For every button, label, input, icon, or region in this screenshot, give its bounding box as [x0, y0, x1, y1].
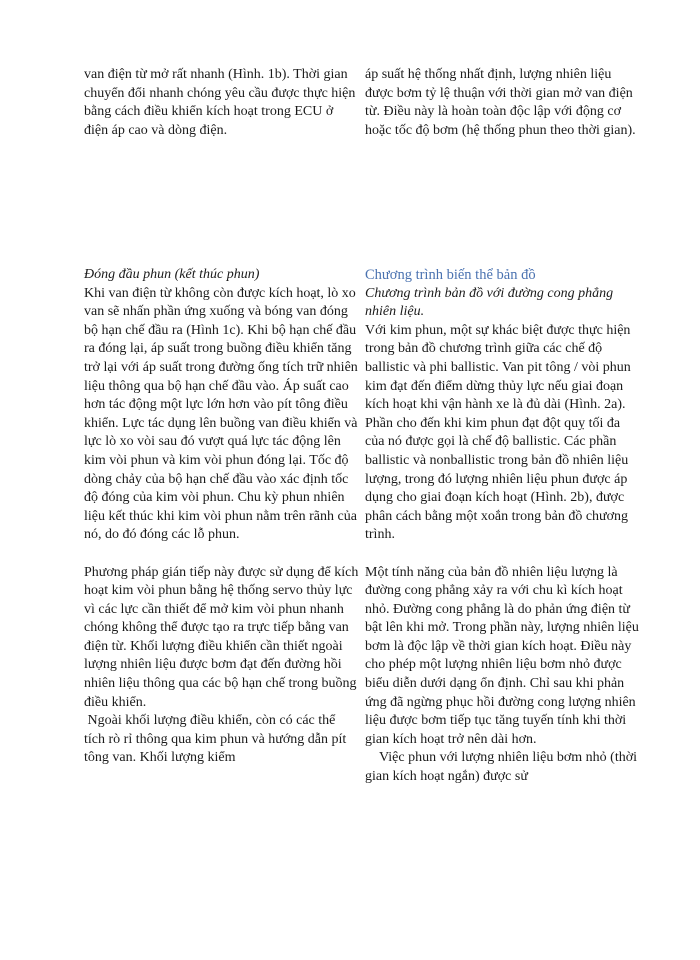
- left-column-lower: [84, 266, 359, 768]
- right-column-lower: [365, 266, 640, 787]
- section-subheading: Chương trình bản đồ với đường cong phẳng nhiên liệu.: [365, 285, 614, 320]
- section-subheading: Đóng đầu phun (kết thúc phun): [84, 267, 260, 282]
- paragraph-gap: [84, 545, 359, 564]
- paragraph: Ngoài khối lượng điều khiển, còn có các thể tích rò rỉ thông qua kim phun và hướng dẫn pít tông van. Khối lượng kiểm: [84, 713, 350, 766]
- paragraph: Với kim phun, một sự khác biệt được thực hiện trong bản đồ chương trình giữa các chế độ ballistic và phi ballistic. Van pit tông / vòi phun kim đạt đến điểm dừng thủy lực nếu giai đoạn kích hoạt khi vận hành xe là đủ dài (Hình. 2a). Phần cho đến khi kim phun đạt đột quỵ tối đa của nó được gọi là chế độ ballistic. Các phần ballistic và nonballistic trong bản đồ nhiên liệu lượng, trong đó lượng nhiên liệu phun được áp dụng cho giai đoạn kích hoạt (Hình. 2b), được phân cách bằng một xoắn trong bản đồ chương trình.: [365, 322, 631, 543]
- left-column-top: [84, 66, 359, 140]
- paragraph: Khi van điện từ không còn được kích hoạt, lò xo van sẽ nhấn phần ứng xuống và bóng van đóng bộ hạn chế đầu ra (Hình 1c). Khi bộ hạn chế đầu ra đóng lại, áp suất trong buồng điều khiển tăng trở lại với áp suất trong đường ống tích trữ nhiên liệu thông qua bộ hạn chế đầu vào. Áp suất cao hơn tác động một lực lớn hơn vào pít tông điều khiển. Lực tác dụng lên buồng van điều khiển và lực lò xo vòi sau đó vượt quá lực tác động lên kim vòi phun và kim vòi phun đóng lại. Tốc độ dòng chảy của bộ hạn chế đầu vào xác định tốc độ đóng của kim vòi phun. Chu kỳ phun nhiên liệu kết thúc khi kim vòi phun nằm trên rãnh của nó, do đó đóng các lỗ phun.: [84, 285, 358, 543]
- paragraph: Việc phun với lượng nhiên liệu bơm nhỏ (thời gian kích hoạt ngắn) được sử: [365, 750, 637, 785]
- paragraph-gap: [365, 545, 640, 564]
- section-heading: Chương trình biến thể bản đồ: [365, 267, 536, 283]
- paragraph: van điện từ mở rất nhanh (Hình. 1b). Thời gian chuyển đổi nhanh chóng yêu cầu được thực hiện bằng cách điều khiển kích hoạt trong ECU ở điện áp cao và dòng điện.: [84, 67, 356, 138]
- paragraph: Một tính năng của bản đồ nhiên liệu lượng là đường cong phẳng xảy ra với chu kì kích hoạt nhỏ. Đường cong phẳng là do phản ứng điện từ bật lên khi mở. Trong phần này, lượng nhiên liệu bơm là độc lập về thời gian kích hoạt. Điều này cho phép một lượng nhiên liệu bơm nhỏ được biểu diễn dưới dạng ổn định. Chỉ sau khi phản ứng đã ngừng phục hồi đường cong lượng nhiên liệu được bơm tiếp tục tăng tuyến tính khi thời gian kích hoạt trở nên dài hơn.: [365, 564, 639, 747]
- paragraph: Phương pháp gián tiếp này được sử dụng để kích hoạt kim vòi phun bằng hệ thống servo thủy lực vì các lực cần thiết để mở kim vòi phun nhanh chóng không thể được tạo ra trực tiếp bằng van điện từ. Khối lượng điều khiển cần thiết ngoài lượng nhiên liệu được bơm đạt đến đường hồi nhiên liệu thông qua các bộ hạn chế trong buồng điều khiển.: [84, 564, 359, 710]
- right-column-top: [365, 66, 640, 140]
- paragraph: áp suất hệ thống nhất định, lượng nhiên liệu được bơm tỷ lệ thuận với thời gian mở van điện từ. Điều này là hoàn toàn độc lập với động cơ hoặc tốc độ bơm (hệ thống phun theo thời gian).: [365, 67, 636, 138]
